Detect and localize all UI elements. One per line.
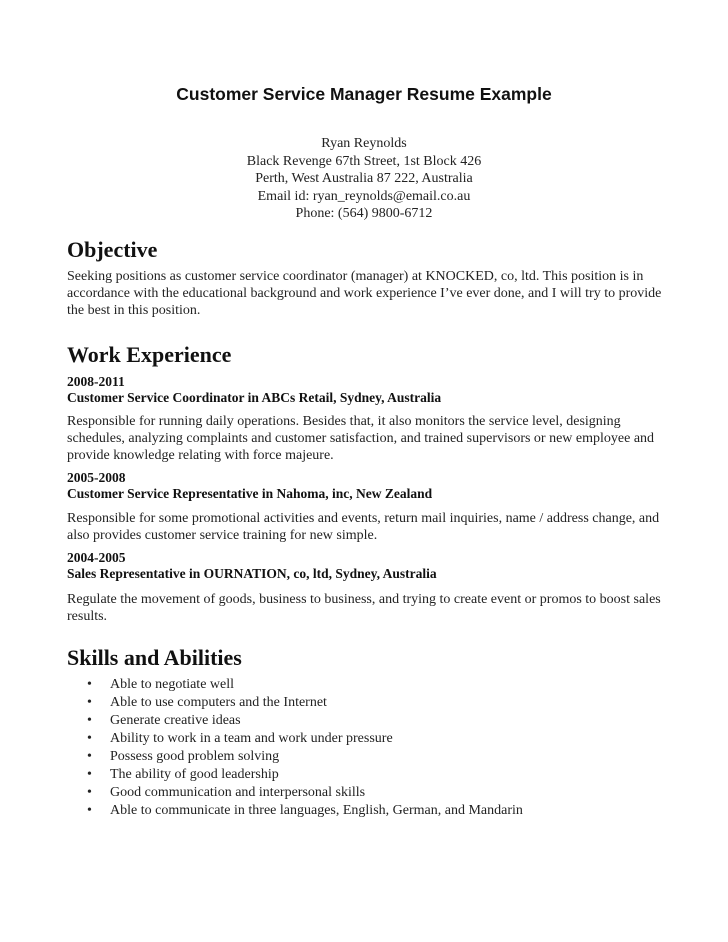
bullet-icon: • (87, 731, 92, 746)
objective-heading: Objective (67, 237, 158, 262)
job-role: Customer Service Representative in Nahoma, inc, New Zealand (67, 486, 433, 501)
contact-name: Ryan Reynolds (321, 136, 407, 151)
bullet-icon: • (87, 785, 92, 800)
contact-email: Email id: ryan_reynolds@email.co.au (257, 188, 471, 204)
bullet-icon: • (87, 767, 92, 782)
contact-address-line2: Perth, West Australia 87 222, Australia (255, 171, 473, 186)
skill-text: Able to negotiate well (110, 677, 235, 692)
skill-text: Able to communicate in three languages, English, German, and Mandarin (110, 803, 523, 818)
job-dates: 2004-2005 (67, 550, 126, 565)
skill-text: The ability of good leadership (110, 767, 279, 782)
job-description: Regulate the movement of goods, business to business, and trying to create event or promos to boost sales results. (67, 592, 661, 624)
job-role: Sales Representative in OURNATION, co, ltd, Sydney, Australia (67, 566, 437, 581)
job-dates: 2005-2008 (67, 470, 126, 485)
skill-text: Ability to work in a team and work under pressure (110, 731, 393, 746)
list-item (87, 802, 523, 820)
list-item (87, 766, 523, 784)
contact-phone: Phone: (564) 9800-6712 (295, 206, 433, 221)
skills-heading: Skills and Abilities (67, 645, 242, 670)
bullet-icon: • (87, 749, 92, 764)
skill-text: Possess good problem solving (110, 749, 280, 764)
document-title: Customer Service Manager Resume Example (176, 84, 552, 104)
bullet-icon: • (87, 803, 92, 818)
skills-list (87, 676, 523, 820)
list-item (87, 730, 523, 748)
job-dates: 2008-2011 (67, 374, 125, 389)
bullet-icon: • (87, 695, 92, 710)
skill-text: Able to use computers and the Internet (110, 695, 327, 710)
list-item (87, 784, 523, 802)
list-item (87, 676, 523, 694)
list-item (87, 748, 523, 766)
list-item (87, 694, 523, 712)
contact-address-line1: Black Revenge 67th Street, 1st Block 426 (246, 153, 482, 169)
contact-block (0, 135, 728, 223)
bullet-icon: • (87, 677, 92, 692)
job-description: Responsible for running daily operations. Besides that, it also monitors the service level, designing schedules, analyzing complaints and customer satisfaction, and trained supervisors or new employee and provide knowledge relating with force majeure. (67, 414, 655, 463)
bullet-icon: • (87, 713, 92, 728)
skill-text: Good communication and interpersonal skills (110, 785, 366, 800)
job-role: Customer Service Coordinator in ABCs Retail, Sydney, Australia (67, 390, 442, 405)
job-description: Responsible for some promotional activities and events, return mail inquiries, name / address change, and also provides customer service training for new simple. (67, 511, 660, 543)
objective-text: Seeking positions as customer service coordinator (manager) at KNOCKED, co, ltd. This position is in accordance with the educational background and work experience I’ve ever done, and I will try to provide the best in this position. (67, 269, 662, 318)
list-item (87, 712, 523, 730)
work-experience-heading: Work Experience (67, 342, 232, 367)
skill-text: Generate creative ideas (110, 713, 241, 728)
